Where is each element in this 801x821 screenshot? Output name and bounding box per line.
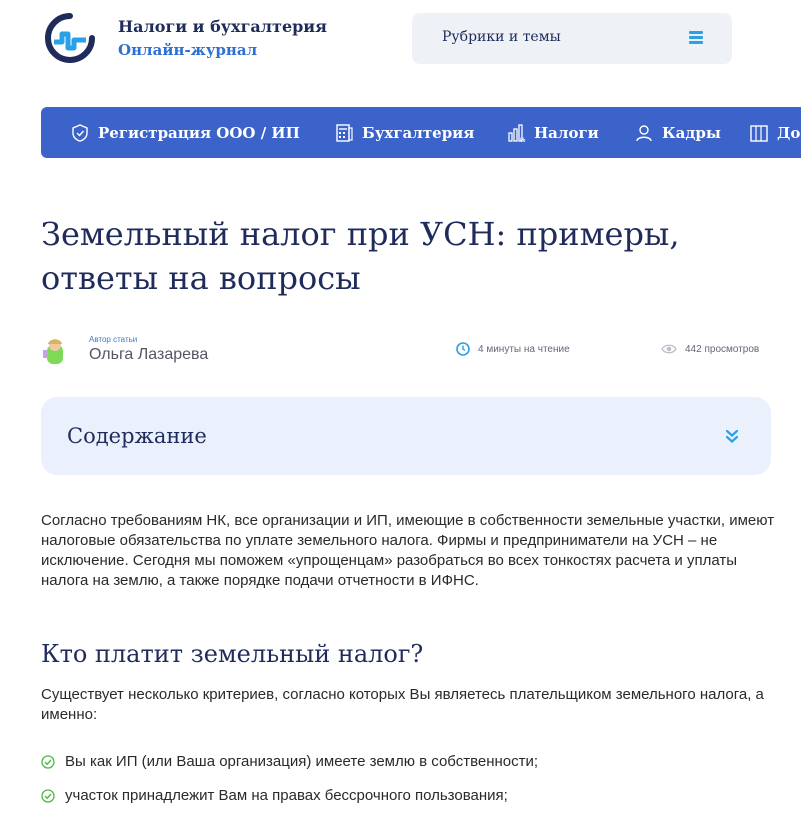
chart-percent-icon — [506, 123, 526, 143]
calculator-icon — [334, 123, 354, 143]
list-item — [41, 753, 538, 770]
nav-item-accounting[interactable] — [334, 107, 474, 158]
clock-icon — [456, 342, 470, 356]
criteria-paragraph: Существует несколько критериев, согласно которых Вы являетесь плательщиком земельного налога, а именно: — [41, 686, 764, 723]
nav-item-documents[interactable] — [749, 107, 800, 158]
eye-icon — [661, 342, 677, 356]
author-caption: Автор статьи — [89, 335, 138, 344]
main-nav — [41, 107, 801, 158]
person-icon — [634, 123, 654, 143]
nav-item-label: До — [777, 123, 801, 142]
list-item — [41, 787, 508, 804]
site-header — [0, 0, 797, 80]
check-circle-icon — [41, 789, 55, 803]
nav-item-label: Регистрация ООО / ИП — [98, 123, 300, 142]
shield-icon — [70, 123, 90, 143]
list-item-text: Вы как ИП (или Ваша организация) имеете землю в собственности; — [65, 753, 539, 770]
brand-title[interactable]: Налоги и бухгалтерия — [118, 17, 327, 36]
section-heading: Кто платит земельный налог? — [41, 640, 424, 668]
toc-label: Содержание — [67, 424, 207, 448]
read-time — [456, 342, 570, 356]
nav-item-taxes[interactable] — [506, 107, 599, 158]
brand-subtitle[interactable]: Онлайн-журнал — [118, 41, 258, 59]
author-name[interactable]: Ольга Лазарева — [89, 346, 209, 363]
svg-text:%: % — [520, 137, 526, 144]
nav-item-hr[interactable] — [634, 107, 721, 158]
read-time-label: 4 минуты на чтение — [478, 343, 570, 355]
documents-icon — [749, 123, 769, 143]
rubrics-menu-button[interactable] — [412, 13, 732, 64]
hamburger-icon — [689, 31, 703, 45]
table-of-contents-toggle[interactable] — [41, 397, 771, 475]
views-label: 442 просмотров — [685, 343, 760, 355]
nav-item-label: Бухгалтерия — [362, 123, 475, 142]
intro-paragraph: Согласно требованиям НК, все организации и ИП, имеющие в собственности земельные участки, имеют налоговые обязательства по уплате земельного налога. Фирмы и предприниматели на УСН – не исключение. Сегодня мы поможем «упрощенцам» разобраться во всех тонкостях расчета и уплаты налога на землю, а также порядке подачи отчетности в ИФНС. — [41, 512, 775, 589]
chevron-double-down-icon — [725, 428, 739, 444]
avatar[interactable] — [41, 336, 69, 366]
list-item-text: участок принадлежит Вам на правах бессрочного пользования; — [65, 787, 508, 804]
nav-item-label: Кадры — [662, 123, 721, 142]
nav-item-label: Налоги — [534, 123, 599, 142]
page-title: Земельный налог при УСН: примеры, ответы на вопросы — [41, 215, 680, 297]
views-count — [661, 342, 759, 356]
logo-icon[interactable] — [40, 12, 100, 62]
check-circle-icon — [41, 755, 55, 769]
rubrics-label: Рубрики и темы — [442, 29, 561, 45]
nav-item-registration[interactable] — [70, 107, 300, 158]
